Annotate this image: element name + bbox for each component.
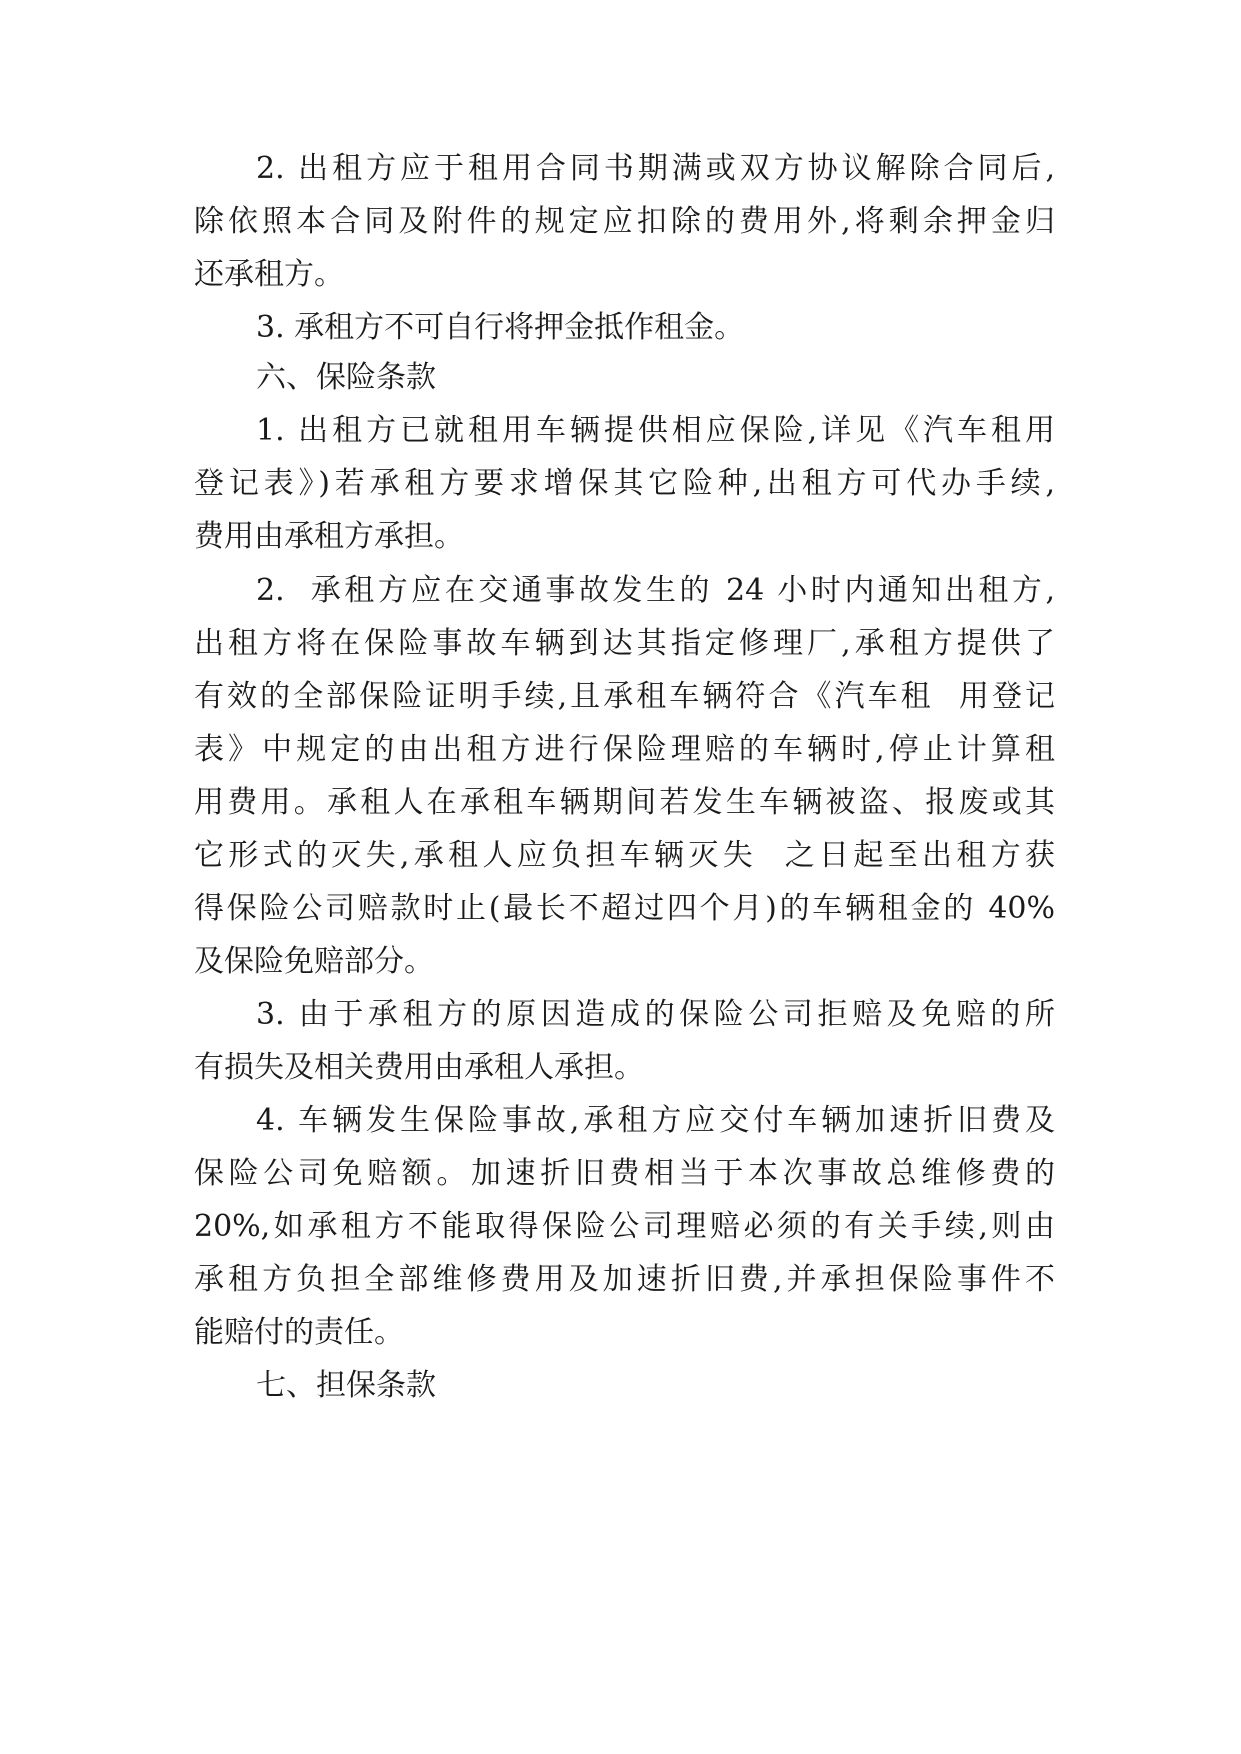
paragraph-line: 4. 车辆发生保险事故,承租方应交付车辆加速折旧费及 bbox=[256, 1103, 1055, 1138]
paragraph-line: 得保险公司赔款时止(最长不超过四个月)的车辆租金的 40% bbox=[194, 891, 1055, 926]
paragraph-line: 它形式的灭失,承租人应负担车辆灭失 之日起至出租方获 bbox=[194, 838, 1055, 873]
paragraph-line: 能赔付的责任。 bbox=[194, 1315, 404, 1350]
paragraph-line: 用费用。承租人在承租车辆期间若发生车辆被盗、报废或其 bbox=[194, 785, 1055, 820]
paragraph-line: 及保险免赔部分。 bbox=[194, 944, 434, 979]
paragraph-line: 1. 出租方已就租用车辆提供相应保险,详见《汽车租用 bbox=[256, 413, 1055, 448]
paragraph-line: 有效的全部保险证明手续,且承租车辆符合《汽车租 用登记 bbox=[194, 679, 1055, 714]
section-heading: 六、保险条款 bbox=[256, 360, 436, 395]
paragraph-line: 20%,如承租方不能取得保险公司理赔必须的有关手续,则由 bbox=[194, 1209, 1055, 1244]
paragraph-line: 出租方将在保险事故车辆到达其指定修理厂,承租方提供了 bbox=[194, 626, 1055, 661]
paragraph-line: 2. 出租方应于租用合同书期满或双方协议解除合同后, bbox=[256, 151, 1055, 186]
paragraph-line: 承租方负担全部维修费用及加速折旧费,并承担保险事件不 bbox=[194, 1262, 1055, 1297]
paragraph-line: 费用由承租方承担。 bbox=[194, 519, 464, 554]
paragraph-line: 表》中规定的由出租方进行保险理赔的车辆时,停止计算租 bbox=[194, 732, 1055, 767]
paragraph-line: 有损失及相关费用由承租人承担。 bbox=[194, 1050, 644, 1085]
paragraph-line: 3. 承租方不可自行将押金抵作租金。 bbox=[256, 310, 745, 345]
paragraph-line: 2. 承租方应在交通事故发生的 24 小时内通知出租方, bbox=[256, 573, 1055, 608]
paragraph-line: 登记表》)若承租方要求增保其它险种,出租方可代办手续, bbox=[194, 466, 1055, 501]
paragraph-line: 还承租方。 bbox=[194, 257, 344, 292]
paragraph-line: 除依照本合同及附件的规定应扣除的费用外,将剩余押金归 bbox=[194, 204, 1055, 239]
section-heading: 七、担保条款 bbox=[256, 1368, 436, 1403]
paragraph-line: 保险公司免赔额。加速折旧费相当于本次事故总维修费的 bbox=[194, 1156, 1055, 1191]
paragraph-line: 3. 由于承租方的原因造成的保险公司拒赔及免赔的所 bbox=[256, 997, 1055, 1032]
